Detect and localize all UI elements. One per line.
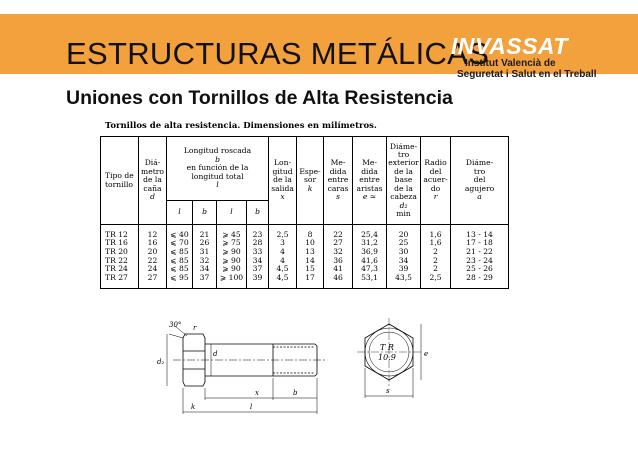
cell-e: 25,4 31,2 36,9 41,6 47,3 53,1 bbox=[353, 225, 387, 289]
logo-line-1: Institut Valencià de bbox=[465, 58, 556, 69]
cell-b2: 23 28 33 34 37 39 bbox=[247, 225, 269, 289]
cell-s: 22 27 32 36 41 46 bbox=[324, 225, 353, 289]
dim-k: k bbox=[191, 403, 196, 411]
dim-b: b bbox=[293, 389, 298, 397]
header-medida-caras: Me- dida entre caras s bbox=[324, 137, 353, 225]
header-diametro-agujero: Diáme- tro del agujero a bbox=[451, 137, 509, 225]
cell-k: 8 10 13 14 15 17 bbox=[297, 225, 324, 289]
dim-l: l bbox=[250, 403, 253, 411]
dim-d: d bbox=[213, 350, 218, 358]
table-caption: Tornillos de alta resistencia. Dimensiones en milímetros. bbox=[105, 121, 377, 131]
cell-r: 1,6 1,6 2 2 2 2,5 bbox=[421, 225, 451, 289]
dim-d2: d₂ bbox=[157, 358, 165, 366]
bolt-technical-drawing bbox=[145, 318, 475, 428]
head-marking-grade: 10.9 bbox=[378, 353, 396, 362]
header-banner bbox=[0, 14, 638, 80]
header-diametro-exterior: Diáme- tro exterior de la base de la cabeza d₂ min bbox=[387, 137, 421, 225]
dim-e: e bbox=[424, 350, 429, 358]
header-radio: Radio del acuer- do r bbox=[421, 137, 451, 225]
table-data-row bbox=[101, 225, 509, 289]
subheader-l1: l bbox=[167, 201, 193, 225]
subheader-l2: l bbox=[217, 201, 247, 225]
header-medida-aristas: Me- dida entre aristas e ≃ bbox=[353, 137, 387, 225]
cell-d: 12 16 20 22 24 27 bbox=[139, 225, 167, 289]
cell-x: 2,5 3 4 4 4,5 4,5 bbox=[269, 225, 297, 289]
header-longitud-roscada: Longitud roscada b en función de la longitud total l bbox=[167, 137, 269, 201]
header-diametro: Diá- metro de la caña d bbox=[139, 137, 167, 225]
cell-a: 13 - 14 17 - 18 21 - 22 23 - 24 25 - 26 28 - 29 bbox=[451, 225, 509, 289]
invassat-logo bbox=[445, 32, 595, 82]
cell-d2: 20 25 30 34 39 43,5 bbox=[387, 225, 421, 289]
head-marking-tr: T R bbox=[380, 343, 394, 352]
dim-s: s bbox=[386, 387, 390, 395]
logo-name: INVASSAT bbox=[451, 33, 568, 59]
cell-tipo: TR 12 TR 16 TR 20 TR 22 TR 24 TR 27 bbox=[101, 225, 139, 289]
subheader-b1: b bbox=[193, 201, 217, 225]
bolt-side-view bbox=[167, 326, 327, 414]
cell-l2: ⩾ 45 ⩾ 75 ⩾ 90 ⩾ 90 ⩾ 90 ⩾ 100 bbox=[217, 225, 247, 289]
dim-r: r bbox=[193, 324, 197, 332]
header-tipo: Tipo de tornillo bbox=[101, 137, 139, 225]
page-title: ESTRUCTURAS METÁLICAS bbox=[66, 36, 490, 71]
cell-b1: 21 26 31 32 34 37 bbox=[193, 225, 217, 289]
page-subtitle: Uniones con Tornillos de Alta Resistencia bbox=[66, 87, 453, 109]
header-espesor: Espe- sor k bbox=[297, 137, 324, 225]
dim-angle: 30° bbox=[169, 321, 182, 329]
bolt-dimensions-table bbox=[100, 136, 509, 289]
header-longitud-salida: Lon- gitud de la salida x bbox=[269, 137, 297, 225]
cell-l1: ⩽ 40 ⩽ 70 ⩽ 85 ⩽ 85 ⩽ 85 ⩽ 95 bbox=[167, 225, 193, 289]
subheader-b2: b bbox=[247, 201, 269, 225]
logo-line-2: Seguretat i Salut en el Treball bbox=[457, 69, 597, 80]
dim-x: x bbox=[255, 389, 259, 397]
